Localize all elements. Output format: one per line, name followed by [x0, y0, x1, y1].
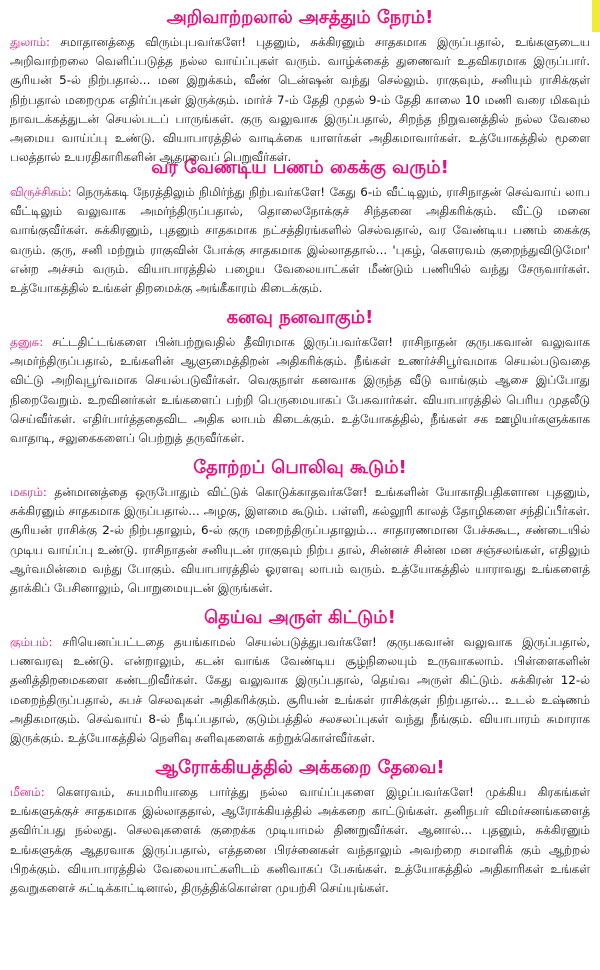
section-dhanusu	[0, 300, 600, 450]
section-heading: ஆரோக்கியத்தில் அக்கறை தேவை!	[155, 757, 445, 778]
section-text: கௌரவம், சுயமரியாதை பார்த்து நல்ல வாய்ப்புகளை இழப்பவர்களே! முக்கிய கிரகங்கள் உங்களுக்குச் சாதகமாக இல்லாததால், ஆரோக்கியத்தில் அக்கறை காட்டுங்கள். தனிநபர் விமர்சனங்களைத் தவிர்ப்பது நல்லது. செலவுகளைக் குறைக்க முடியாமல் திணறுவீர்கள். ஆனால்... புதனும், சுக்கிரனும் உங்களுக்கு ஆதரவாக இருப்பதால், எத்தனை பிரச்னைகள் வந்தாலும் அவற்றை சமாளிக் கும் ஆற்றல் பிறக்கும். வியாபாரத்தில் வேலையாட்களிடம் கனிவாகப் பேசுங்கள். உத்யோகத்தில் அதிகாரிகள் உங்கள் தவறுகளைச் சுட்டிக்காட்டினால், திருத்திக்கொள்ள முயற்சி செய்யுங்கள்.	[10, 785, 590, 896]
zodiac-sign-label: மகரம்:	[10, 485, 47, 499]
zodiac-sign-label: தனுசு:	[10, 335, 44, 349]
section-thulam	[0, 0, 600, 165]
section-heading: வர வேண்டிய பணம் கைக்கு வரும்!	[151, 157, 449, 178]
yellow-corner-mark	[592, 0, 600, 32]
section-text: சட்டதிட்டங்களை பின்பற்றுவதில் தீவிரமாக இருப்பவர்களே! ராசிநாதன் குருபகவான் வலுவாக அமர்ந்திருப்பதால், உங்களின் ஆளுமைத்திறன் அதிகரிக்கும். நீங்கள் உணர்ச்சிபூர்வமாக செயல்படுவதை விட்டு அறிவுபூர்வமாக செயல்படுவீர்கள். வெகுநாள் கனவாக இருந்த வீடு வாங்கும் ஆசை இப்போது நிறைவேறும். உறவினர்கள் உங்களைப் பற்றி பெருமையாகப் பேசுவார்கள். வியாபாரத்தில் பெரிய முதலீடு செய்வீர்கள். எதிர்பார்த்ததைவிட அதிக லாபம் கிடைக்கும். உத்யோகத்தில், நீங்கள் சக ஊழியர்களுக்காக வாதாடி, சலுகைகளைப் பெற்றுத் தருவீர்கள்.	[10, 335, 590, 446]
section-heading: தோற்றப் பொலிவு கூடும்!	[193, 457, 407, 478]
section-magaram	[0, 450, 600, 600]
section-heading: தெய்வ அருள் கிட்டும்!	[204, 607, 396, 628]
section-meenam	[0, 750, 600, 900]
section-heading: கனவு நனவாகும்!	[226, 307, 374, 328]
zodiac-sign-label: விருச்சிகம்:	[10, 185, 72, 199]
section-viruchigam	[0, 150, 600, 300]
zodiac-sign-label: கும்பம்:	[10, 635, 53, 649]
zodiac-sign-label: மீனம்:	[10, 785, 45, 799]
section-text: சரியெனப்பட்டதை தயங்காமல் செயல்படுத்துபவர்களே! குருபகவான் வலுவாக இருப்பதால், பணவரவு உண்டு. என்றாலும், கடன் வாங்க வேண்டிய சூழ்நிலையும் உருவாகலாம். பிள்ளைகளின் தனித்திறமைகளை கண்டறிவீர்கள். கேது வலுவாக இருப்பதால், தெய்வ அருள் கிட்டும். சுக்கிரன் 12-ல் மறைந்திருப்பதால், சுபச் செலவுகள் அதிகரிக்கும். சூரியன் உங்கள் ராசிக்குள் நிற்பதால்... உடல் உஷ்ணம் அதிகமாகும். செவ்வாய் 8-ல் நீடிப்பதால், குடும்பத்தில் சலசலப்புகள் வந்து நீங்கும். வியாபாரம் சுமாராக இருக்கும். உத்யோகத்தில் நெளிவு சுளிவுகளைக் கற்றுக்கொள்வீர்கள்.	[10, 635, 590, 746]
section-body	[10, 633, 590, 750]
section-body	[10, 783, 590, 900]
section-text: நெருக்கடி நேரத்திலும் நிமிர்ந்து நிற்பவர்களே! கேது 6-ம் வீட்டிலும், ராசிநாதன் செவ்வாய் லாப வீட்டிலும் வலுவாக அமர்ந்திருப்பதால், தொலைநோக்குச் சிந்தனை அதிகரிக்கும். வீட்டு மனை வாங்குவீர்கள். சுக்கிரனும், புதனும் சாதகமாக நட்சத்திரங்களில் செல்வதால், வர வேண்டிய பணம் கைக்கு வரும். குரு, சனி மற்றும் ராகுவின் போக்கு சாதகமாக இல்லாததால்... 'புகழ், கௌரவம் குறைந்துவிடுமோ' என்ற அச்சம் வரும். வியாபாரத்தில் பழைய வேலையாட்கள் மீண்டும் பணியில் வந்து சேருவார்கள். உத்யோகத்தில் உங்கள் திறமைக்கு அங்கீகாரம் கிடைக்கும்.	[10, 185, 591, 296]
section-text: தன்மானத்தை ஒருபோதும் விட்டுக் கொடுக்காதவர்களே! உங்களின் யோகாதிபதிகளான புதனும், சுக்கிரனும் சாதகமாக இருப்பதால்... அழகு, இளமை கூடும். பள்ளி, கல்லூரி காலத் தோழிகளை சந்திப்பீர்கள். சூரியன் ராசிக்கு 2-ல் நிற்பதாலும், 6-ல் குரு மறைந்திருப்பதாலும்... சாதாரணமான பேச்சுகூட, சண்டையில் முடிய வாய்ப்பு உண்டு. ராசிநாதன் சனியுடன் ராகுவும் நிற்ப தால், சின்னச் சின்ன மன சஞ்சலங்கள், எதிலும் ஆர்வமின்மை வந்து போகும். வியாபாரத்தில் ஓரளவு லாபம் வரும். உத்யோகத்தில் யாராவது உங்களைத் தாக்கிப் பேசினாலும், பொறுமையுடன் இருங்கள்.	[10, 485, 591, 596]
zodiac-sign-label: துலாம்:	[10, 35, 50, 49]
section-body	[10, 33, 591, 165]
section-heading: அறிவாற்றலால் அசத்தும் நேரம்!	[166, 7, 434, 28]
section-body	[10, 483, 590, 600]
section-text: சமாதானத்தை விரும்புபவர்களே! புதனும், சுக்கிரனும் சாதகமாக இருப்பதால், உங்களுடைய அறிவாற்றலை வெளிப்படுத்த நல்ல வாய்ப்புகள் வரும். வாழ்க்கைத் துணைவர் உதவிகரமாக இருப்பார். சூரியன் 5-ல் நிற்பதால்... மன இறுக்கம், வீண் டென்ஷன் வந்து செல்லும். ராகுவும், சனியும் ராசிக்குள் நிற்பதால் மறைமுக எதிர்ப்புகள் இருக்கும். மார்ச் 7-ம் தேதி முதல் 9-ம் தேதி காலை 10 மணி வரை மிகவும் நாவடக்கத்துடன் செயல்படப் பாருங்கள். குரு வலுவாக இருப்பதால், சிறந்த நிறுவனத்தில் நல்ல வேலை அமைய வாய்ப்பு உண்டு. வியாபாரத்தில் வாடிக்கை யாளர்கள் அதிகமாவார்கள். உத்யோகத்தில் மூளை பலத்தால் உயரதிகாரிகளின் ஆதரவைப் பெறுவீர்கள்.	[10, 35, 591, 165]
section-body	[10, 183, 590, 300]
section-body	[10, 333, 590, 450]
section-kumbam	[0, 600, 600, 750]
